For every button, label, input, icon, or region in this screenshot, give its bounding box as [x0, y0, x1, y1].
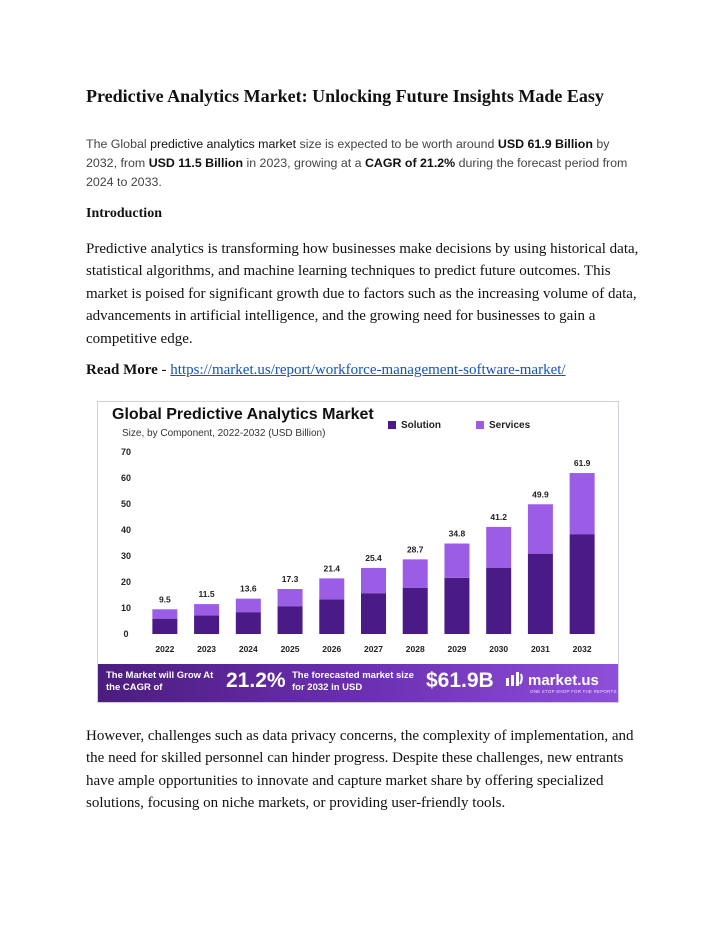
bar-solution	[570, 534, 595, 634]
brand-tagline: ONE STOP SHOP FOR THE REPORTS	[530, 689, 617, 694]
x-tick-label: 2023	[197, 644, 217, 654]
bar-services	[319, 578, 344, 599]
y-tick-label: 10	[120, 603, 132, 613]
bar-services	[361, 568, 386, 593]
x-tick-label: 2027	[364, 644, 383, 654]
data-label: 41.2	[490, 511, 507, 522]
brand-logo-text: market.us	[528, 672, 599, 689]
bar-solution	[361, 593, 386, 634]
bar-services	[278, 589, 303, 606]
legend-item-services	[476, 420, 530, 431]
introduction-paragraph: Predictive analytics is transforming how businesses make decisions by using historical data, statistical algorithms, and machine learning techniques to predict future outcomes. This market is poised for significant growth due to factors such as the increasing volume of data, advancements in artificial intelligence, and the growing need for businesses to gain a competitive edge.	[86, 241, 639, 347]
data-label: 11.5	[198, 589, 215, 600]
data-label: 61.9	[573, 458, 591, 469]
y-tick-label: 20	[120, 577, 132, 587]
summary-banner	[98, 664, 618, 702]
y-tick-label: 30	[120, 551, 132, 561]
read-more-link[interactable]: https://market.us/report/workforce-management-software-market/	[170, 362, 566, 378]
data-label: 9.5	[158, 594, 171, 605]
summary-cagr: CAGR of 21.2%	[364, 156, 456, 170]
y-tick-label: 70	[120, 447, 132, 457]
data-label: 28.7	[406, 544, 424, 555]
banner-cagr-label: The Market will Grow At the CAGR of	[106, 670, 214, 693]
bar-services	[444, 544, 469, 578]
data-label: 25.4	[365, 552, 382, 563]
summary-text: in 2023, growing at a	[243, 156, 365, 170]
summary-text: size is expected to be worth around	[296, 137, 498, 151]
bar-solution	[152, 619, 177, 634]
read-more-separator: -	[157, 362, 171, 378]
summary-keyword: predictive analytics market	[150, 137, 297, 151]
legend-label-services: Services	[489, 420, 531, 431]
x-tick-label: 2031	[530, 644, 550, 654]
bar-solution	[486, 568, 511, 634]
introduction-heading: Introduction	[86, 206, 162, 221]
banner-forecast-value: $61.9B	[426, 669, 494, 692]
bar-services	[152, 609, 177, 618]
summary-text: The Global	[86, 137, 151, 151]
x-tick-label: 2026	[322, 644, 342, 654]
bar-solution	[403, 588, 428, 634]
bar-services	[570, 473, 595, 534]
closing-paragraph: However, challenges such as data privacy concerns, the complexity of implementation, and the need for skilled personnel can hinder progress. Despite these challenges, new entrants have ample opportunities to innovate and capture market share by offering specialized solutions, focusing on niche markets, or providing user-friendly tools.	[86, 728, 634, 812]
banner-forecast-label: The forecasted market size for 2032 in USD	[292, 670, 414, 693]
legend-item-solution	[388, 420, 441, 431]
data-label: 49.9	[532, 489, 549, 500]
bar-solution	[319, 599, 344, 634]
legend-swatch-services	[476, 421, 484, 429]
x-tick-label: 2025	[280, 644, 300, 654]
bar-services	[236, 599, 261, 613]
summary-base-value: USD 11.5 Billion	[148, 156, 244, 170]
bar-solution	[278, 606, 303, 634]
bar-services	[194, 604, 219, 615]
read-more-label: Read More	[86, 362, 158, 378]
market-logo-icon	[506, 672, 524, 686]
x-tick-label: 2028	[405, 644, 425, 654]
x-tick-label: 2032	[572, 644, 592, 654]
y-tick-label: 0	[123, 629, 129, 639]
y-tick-label: 50	[120, 499, 132, 509]
bar-services	[528, 504, 553, 553]
brand-logo	[506, 672, 599, 689]
data-label: 21.4	[323, 563, 341, 574]
data-label: 17.3	[281, 574, 299, 585]
banner-cagr-value: 21.2%	[226, 669, 286, 692]
read-more-line	[86, 362, 648, 379]
bar-services	[486, 527, 511, 568]
bar-services	[403, 559, 428, 587]
bar-solution	[194, 616, 219, 634]
bar-solution	[528, 554, 553, 634]
data-label: 34.8	[448, 528, 466, 539]
summary-forecast-value: USD 61.9 Billion	[497, 137, 593, 151]
y-tick-label: 40	[120, 525, 132, 535]
x-tick-label: 2024	[238, 644, 258, 654]
page-title: Predictive Analytics Market: Unlocking Future Insights Made Easy	[86, 86, 604, 106]
summary-paragraph	[86, 135, 634, 192]
summary-text: by 2032, from	[86, 137, 610, 170]
chart-title: Global Predictive Analytics Market	[112, 406, 374, 423]
legend-swatch-solution	[388, 421, 396, 429]
bar-solution	[444, 578, 469, 634]
y-tick-label: 60	[120, 473, 132, 483]
chart-infographic	[97, 401, 619, 703]
summary-text: during the forecast period from 2024 to 2033.	[86, 156, 628, 189]
data-label: 13.6	[240, 583, 257, 594]
x-tick-label: 2022	[155, 644, 175, 654]
chart-subtitle: Size, by Component, 2022-2032 (USD Billion)	[122, 428, 326, 439]
bar-chart	[98, 442, 618, 664]
x-tick-label: 2029	[447, 644, 467, 654]
bar-solution	[236, 612, 261, 634]
x-tick-label: 2030	[489, 644, 509, 654]
legend-label-solution: Solution	[401, 420, 441, 431]
